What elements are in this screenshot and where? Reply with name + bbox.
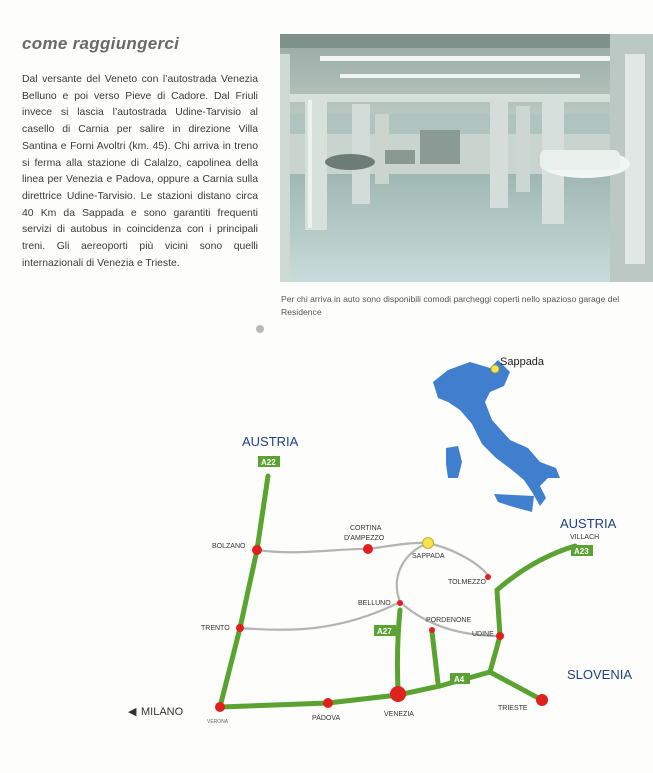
highway-a4: [220, 672, 542, 707]
a27-label: A27: [377, 627, 392, 636]
milano-label: MILANO: [141, 706, 184, 718]
cortina-label-1: CORTINA: [350, 525, 382, 532]
road-sappada-belluno: [397, 543, 428, 602]
page-title: come raggiungerci: [22, 34, 180, 53]
sicily-shape: [494, 494, 534, 512]
sardinia-shape: [446, 446, 462, 478]
a22-label: A22: [261, 458, 276, 467]
pordenone-label: PORDENONE: [426, 617, 472, 624]
decorative-dot: [256, 325, 264, 333]
highway-a23: [490, 546, 575, 672]
udine-label: UDINE: [472, 631, 494, 638]
tolmezzo-label: TOLMEZZO: [448, 579, 486, 586]
belluno-label: BELLUNO: [358, 600, 391, 607]
venezia-marker: [390, 686, 406, 702]
verona-label: VERONA: [207, 719, 229, 725]
slovenia-label: SLOVENIA: [567, 667, 633, 682]
highway-a22: [220, 476, 268, 707]
trento-marker: [236, 624, 244, 632]
padova-marker: [323, 698, 333, 708]
padova-label: PADOVA: [312, 715, 341, 722]
route-map: [0, 340, 653, 768]
bolzano-marker: [252, 545, 262, 555]
milano-arrow-icon: ◀: [128, 706, 137, 718]
cortina-label-2: D'AMPEZZO: [344, 535, 385, 542]
italy-inset: [433, 356, 560, 512]
verona-marker: [215, 702, 225, 712]
trieste-label: TRIESTE: [498, 705, 528, 712]
pordenone-marker: [429, 627, 435, 633]
a23-label: A23: [574, 547, 589, 556]
trento-label: TRENTO: [201, 625, 230, 632]
highway-pordenone: [432, 632, 438, 683]
villach-label: VILLACH: [570, 534, 600, 541]
cortina-marker: [363, 544, 373, 554]
sappada-marker: [423, 538, 434, 549]
sappada-label: SAPPADA: [412, 553, 445, 560]
venezia-label: VENEZIA: [384, 711, 414, 718]
highway-a27: [397, 610, 400, 690]
bolzano-label: BOLZANO: [212, 543, 246, 550]
sappada-inset-label: Sappada: [500, 356, 545, 368]
belluno-marker: [397, 600, 403, 606]
sappada-inset-marker: [491, 365, 499, 373]
austria-right-label: AUSTRIA: [560, 516, 617, 531]
garage-photo: [280, 34, 653, 282]
italy-shape: [433, 360, 560, 506]
road-bolzano-sappada: [257, 543, 428, 552]
photo-caption: Per chi arriva in auto sono disponibili comodi parcheggi coperti nello spazioso garage del Residence: [281, 294, 620, 317]
a4-label: A4: [454, 675, 465, 684]
trieste-marker: [536, 694, 548, 706]
udine-marker: [496, 632, 504, 640]
intro-paragraph: Dal versante del Veneto con l’autostrada Venezia Belluno e poi verso Pieve di Cadore. Dal Friuli invece si lascia l’autostrada Udine-Tarvisio al casello di Carnia per salire in direzione Villa Santina e Forni Avoltri (km. 45). Chi arriva in treno si ferma alla stazione di Calalzo, capolinea della linea per Venezia e Padova, oppure a Carnia sulla direttrice Udine-Tarvisio. Le stazioni distano circa 40 Km da Sappada e sono garantiti frequenti servizi di autobus in coincidenza con i principali treni. Gli aereoporti più vicini sono quelli internazionali di Venezia e Trieste.: [22, 74, 258, 269]
austria-left-label: AUSTRIA: [242, 434, 299, 449]
